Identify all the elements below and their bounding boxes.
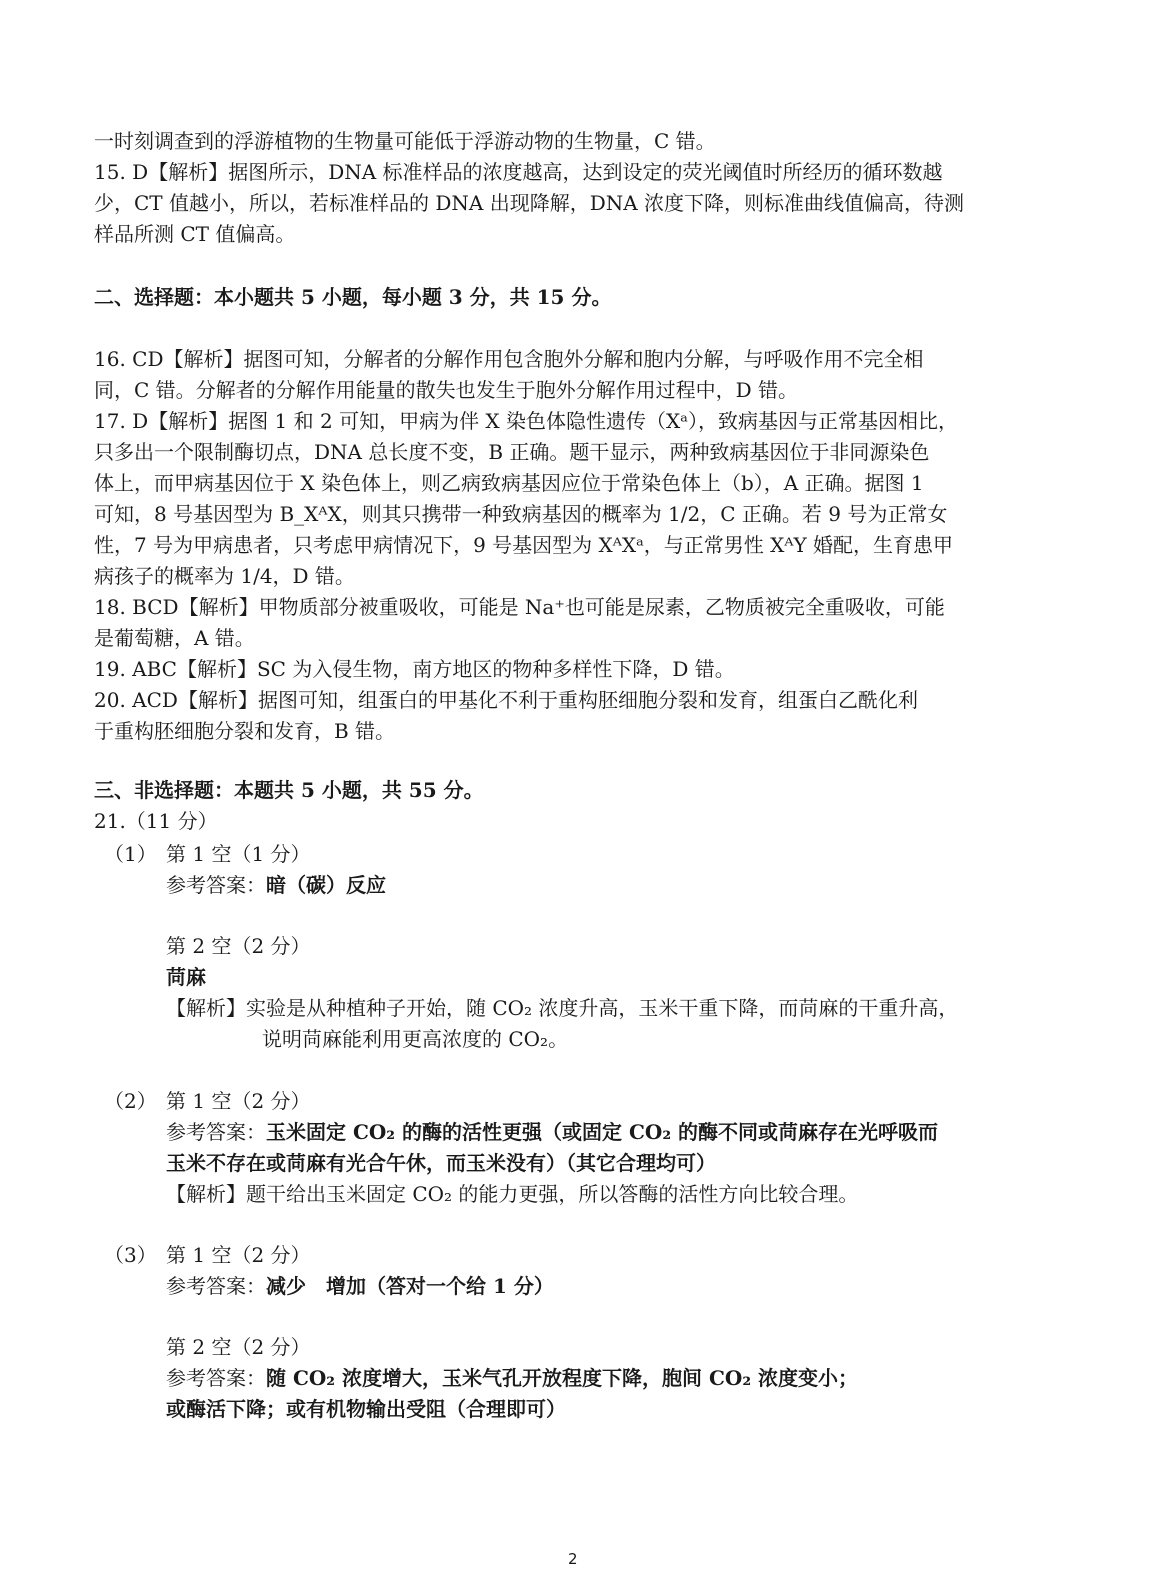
reference-answer xyxy=(166,1363,858,1393)
answer-text: 苘麻 xyxy=(166,965,206,989)
text-line: 于重构胚细胞分裂和发育，B 错。 xyxy=(94,719,396,743)
reference-answer xyxy=(166,1271,554,1301)
reference-answer-prefix: 参考答案： xyxy=(166,1366,266,1390)
blank-heading: 第 1 空（2 分） xyxy=(166,1089,311,1113)
explanation xyxy=(166,993,958,1023)
page-number: 2 xyxy=(568,1550,578,1568)
part-label-2: （2） xyxy=(104,1089,157,1113)
answer-17: 17. D【解析】据图 1 和 2 可知，甲病为伴 X 染色体隐性遗传（Xᵃ），致病基因与正常基因相比， xyxy=(94,409,958,433)
blank-heading: 第 1 空（1 分） xyxy=(166,842,311,866)
explanation-text: 题干给出玉米固定 CO₂ 的能力更强，所以答酶的活性方向比较合理。 xyxy=(246,1182,859,1206)
explanation-text: 实验是从种植种子开始，随 CO₂ 浓度升高，玉米干重下降，而苘麻的干重升高， xyxy=(246,996,959,1020)
answer-16: 16. CD【解析】据图可知，分解者的分解作用包含胞外分解和胞内分解，与呼吸作用不完全相 xyxy=(94,347,924,371)
reference-answer xyxy=(166,870,386,900)
text-line: 样品所测 CT 值偏高。 xyxy=(94,222,296,246)
answer-text: 玉米不存在或苘麻有光合午休，而玉米没有）（其它合理均可） xyxy=(166,1151,716,1175)
explanation-tag: 【解析】 xyxy=(166,1182,246,1206)
answer-text: 或酶活下降；或有机物输出受阻（合理即可） xyxy=(166,1397,566,1421)
reference-answer-prefix: 参考答案： xyxy=(166,873,266,897)
blank-heading: 第 1 空（2 分） xyxy=(166,1243,311,1267)
text-line: 体上，而甲病基因位于 X 染色体上，则乙病致病基因应位于常染色体上（b），A 正确。据图 1 xyxy=(94,471,924,495)
answer-19: 19. ABC【解析】SC 为入侵生物，南方地区的物种多样性下降，D 错。 xyxy=(94,657,735,681)
answer-text: 减少 增加（答对一个给 1 分） xyxy=(266,1274,554,1298)
text-line: 是葡萄糖，A 错。 xyxy=(94,626,255,650)
part-label-3: （3） xyxy=(104,1243,157,1267)
text-line: 同，C 错。分解者的分解作用能量的散失也发生于胞外分解作用过程中，D 错。 xyxy=(94,378,799,402)
section-heading-2: 二、选择题：本小题共 5 小题，每小题 3 分，共 15 分。 xyxy=(94,285,612,309)
explanation xyxy=(166,1179,858,1209)
reference-answer xyxy=(166,1117,938,1147)
explanation-tag: 【解析】 xyxy=(166,996,246,1020)
question-21-heading: 21.（11 分） xyxy=(94,809,218,833)
answer-text: 玉米固定 CO₂ 的酶的活性更强（或固定 CO₂ 的酶不同或苘麻存在光呼吸而 xyxy=(266,1120,939,1144)
text-line: 性，7 号为甲病患者，只考虑甲病情况下，9 号基因型为 XᴬXᵃ，与正常男性 XᴬY 婚配，生育患甲 xyxy=(94,533,954,557)
answer-text: 暗（碳）反应 xyxy=(266,873,386,897)
explanation-text: 说明苘麻能利用更高浓度的 CO₂。 xyxy=(262,1027,569,1051)
reference-answer-prefix: 参考答案： xyxy=(166,1120,266,1144)
section-heading-3: 三、非选择题：本题共 5 小题，共 55 分。 xyxy=(94,778,484,802)
answer-15: 15. D【解析】据图所示，DNA 标准样品的浓度越高，达到设定的荧光阈值时所经历的循环数越 xyxy=(94,160,943,184)
answer-text: 随 CO₂ 浓度增大，玉米气孔开放程度下降，胞间 CO₂ 浓度变小； xyxy=(266,1366,859,1390)
blank-heading: 第 2 空（2 分） xyxy=(166,934,311,958)
text-line: 病孩子的概率为 1/4，D 错。 xyxy=(94,564,355,588)
text-line: 只多出一个限制酶切点，DNA 总长度不变，B 正确。题干显示，两种致病基因位于非同源染色 xyxy=(94,440,930,464)
reference-answer-prefix: 参考答案： xyxy=(166,1274,266,1298)
text-line: 一时刻调查到的浮游植物的生物量可能低于浮游动物的生物量，C 错。 xyxy=(94,129,716,153)
part-label-1: （1） xyxy=(104,842,157,866)
text-line: 少，CT 值越小，所以，若标准样品的 DNA 出现降解，DNA 浓度下降，则标准曲线值偏高，待测 xyxy=(94,191,965,215)
answer-20: 20. ACD【解析】据图可知，组蛋白的甲基化不利于重构胚细胞分裂和发育，组蛋白乙酰化利 xyxy=(94,688,918,712)
text-line: 可知，8 号基因型为 B_XᴬX，则其只携带一种致病基因的概率为 1/2，C 正确。若 9 号为正常女 xyxy=(94,502,948,526)
blank-heading: 第 2 空（2 分） xyxy=(166,1335,311,1359)
answer-18: 18. BCD【解析】甲物质部分被重吸收，可能是 Na⁺也可能是尿素，乙物质被完全重吸收，可能 xyxy=(94,595,945,619)
